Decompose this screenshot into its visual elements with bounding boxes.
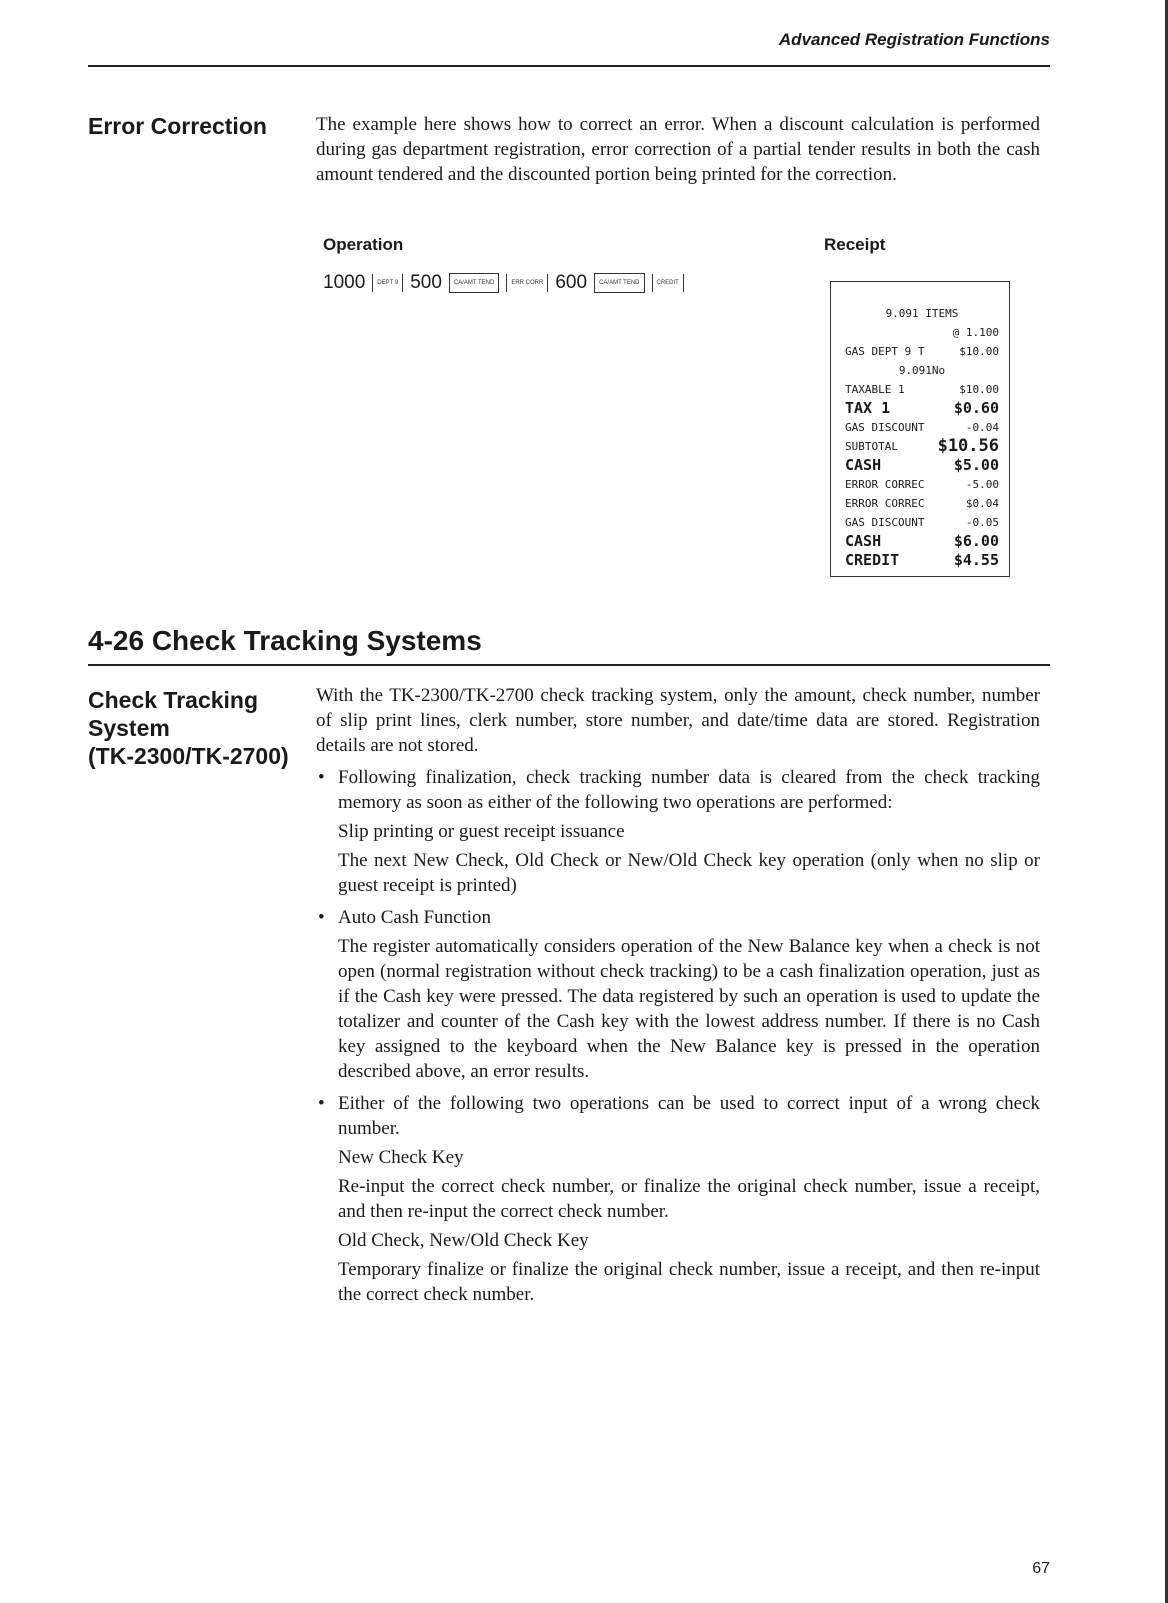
- receipt-line: [845, 361, 999, 380]
- receipt-line-value: $4.55: [953, 551, 999, 569]
- operation-key: DEPT 9: [372, 274, 403, 292]
- operation-key: CA/AMT TEND: [594, 273, 644, 293]
- bullet-subparagraph: Re-input the correct check number, or finalize the original check number, issue a receipt, and then re-input the correct check number.: [338, 1176, 1040, 1222]
- receipt-line-label: GAS DISCOUNT: [845, 421, 925, 434]
- check-tracking-heading-line: Check Tracking: [88, 687, 259, 713]
- check-tracking-heading-line: System: [88, 715, 170, 741]
- receipt-line-value: $0.60: [953, 399, 999, 417]
- receipt-line: [845, 304, 999, 323]
- check-tracking-heading-line: (TK-2300/TK-2700): [88, 743, 289, 769]
- bullet-subparagraph: Slip printing or guest receipt issuance: [338, 821, 625, 842]
- receipt-line-label: TAX 1: [845, 399, 891, 417]
- check-tracking-heading: [88, 686, 289, 770]
- receipt-line-label: GAS DEPT 9 T: [845, 345, 925, 358]
- running-head: Advanced Registration Functions: [778, 30, 1050, 49]
- bullet-subparagraph: The next New Check, Old Check or New/Old Check key operation (only when no slip or guest receipt is printed): [338, 850, 1040, 896]
- bullet-subparagraph: Temporary finalize or finalize the original check number, issue a receipt, and then re-input the correct check number.: [338, 1259, 1040, 1305]
- receipt-line-label: 9.091No: [898, 364, 946, 377]
- receipt-line-label: ERROR CORREC: [845, 497, 925, 510]
- receipt-line: [845, 399, 999, 418]
- receipt-line-label: ERROR CORREC: [845, 478, 925, 491]
- receipt-line-label: TAXABLE 1: [845, 383, 905, 396]
- bullet-subparagraph: Old Check, New/Old Check Key: [338, 1230, 589, 1251]
- operation-number: 600: [555, 272, 588, 293]
- receipt-line-value: $10.56: [937, 436, 999, 456]
- receipt-line-value: @ 1.100: [952, 326, 999, 339]
- receipt-label: Receipt: [824, 235, 886, 254]
- bullet-subparagraph: New Check Key: [338, 1147, 464, 1168]
- bullet-text: • Auto Cash Function: [338, 907, 492, 928]
- bullet-text: • Either of the following two operations can be used to correct input of a wrong check number.: [338, 1093, 1040, 1139]
- receipt-line: [845, 456, 999, 475]
- check-tracking-body: [316, 683, 1040, 1307]
- operation-key: CREDIT: [652, 274, 684, 292]
- receipt-line: [845, 513, 999, 532]
- receipt-line: [845, 475, 999, 494]
- receipt-line: [845, 380, 999, 399]
- bullet-text: • Following finalization, check tracking number data is cleared from the check tracking memory as soon as either of the following two operations are performed:: [338, 767, 1040, 813]
- header-rule: [88, 65, 1050, 67]
- receipt-line-value: -0.04: [965, 421, 999, 434]
- receipt-line: [845, 437, 999, 456]
- receipt-line-value: $0.04: [965, 497, 999, 510]
- receipt: [830, 281, 1010, 577]
- receipt-line-value: -5.00: [965, 478, 999, 491]
- section-rule: [88, 664, 1050, 666]
- operation-number: 1000: [323, 272, 366, 293]
- operation-label: Operation: [323, 235, 404, 254]
- receipt-line-label: CASH: [845, 456, 882, 474]
- receipt-line-label: GAS DISCOUNT: [845, 516, 925, 529]
- receipt-line-value: $5.00: [953, 456, 999, 474]
- receipt-line-label: 9.091 ITEMS: [885, 307, 959, 320]
- receipt-line: [845, 532, 999, 551]
- receipt-line-value: -0.05: [965, 516, 999, 529]
- bullet-item: [316, 905, 1040, 1084]
- receipt-line-value: $6.00: [953, 532, 999, 550]
- receipt-line-label: CREDIT: [845, 551, 900, 569]
- bullet-subparagraph: The register automatically considers operation of the New Balance key when a check is not open (normal registration without check tracking) to be a cash finalization operation, just as if the Cash key were pressed. The data registered by such an operation is used to update the totalizer and counter of the Cash key with the lowest address number. If there is no Cash key assigned to the keyboard when the New Balance key is pressed in the operation described above, an error results.: [338, 936, 1040, 1082]
- receipt-line-label: CASH: [845, 532, 882, 550]
- bullet-item: [316, 765, 1040, 898]
- receipt-line: [845, 418, 999, 437]
- operation-number: 500: [410, 272, 442, 293]
- operation-sequence: [323, 272, 684, 294]
- intro-paragraph: With the TK-2300/TK-2700 check tracking system, only the amount, check number, number of slip print lines, clerk number, store number, and date/time data are stored. Registration details are not stored.: [316, 685, 1040, 756]
- page-number: 67: [1032, 1560, 1050, 1577]
- operation-key: CA/AMT TEND: [449, 273, 499, 293]
- receipt-line: [845, 323, 999, 342]
- receipt-line: [845, 551, 999, 570]
- operation-key: ERR CORR: [506, 274, 548, 292]
- receipt-line-value: $10.00: [959, 383, 999, 396]
- receipt-line: [845, 494, 999, 513]
- receipt-line-label: SUBTOTAL: [845, 440, 898, 453]
- section-title: 4-26 Check Tracking Systems: [88, 625, 482, 656]
- bullet-list: [316, 765, 1040, 1307]
- bullet-item: [316, 1091, 1040, 1307]
- receipt-line: [845, 342, 999, 361]
- receipt-line-value: $10.00: [959, 345, 999, 358]
- error-correction-paragraph: The example here shows how to correct an error. When a discount calculation is performed during gas department registration, error correction of a partial tender results in both the cash amount tendered and the discounted portion being printed for the correction.: [316, 114, 1040, 185]
- error-correction-heading: Error Correction: [88, 113, 267, 139]
